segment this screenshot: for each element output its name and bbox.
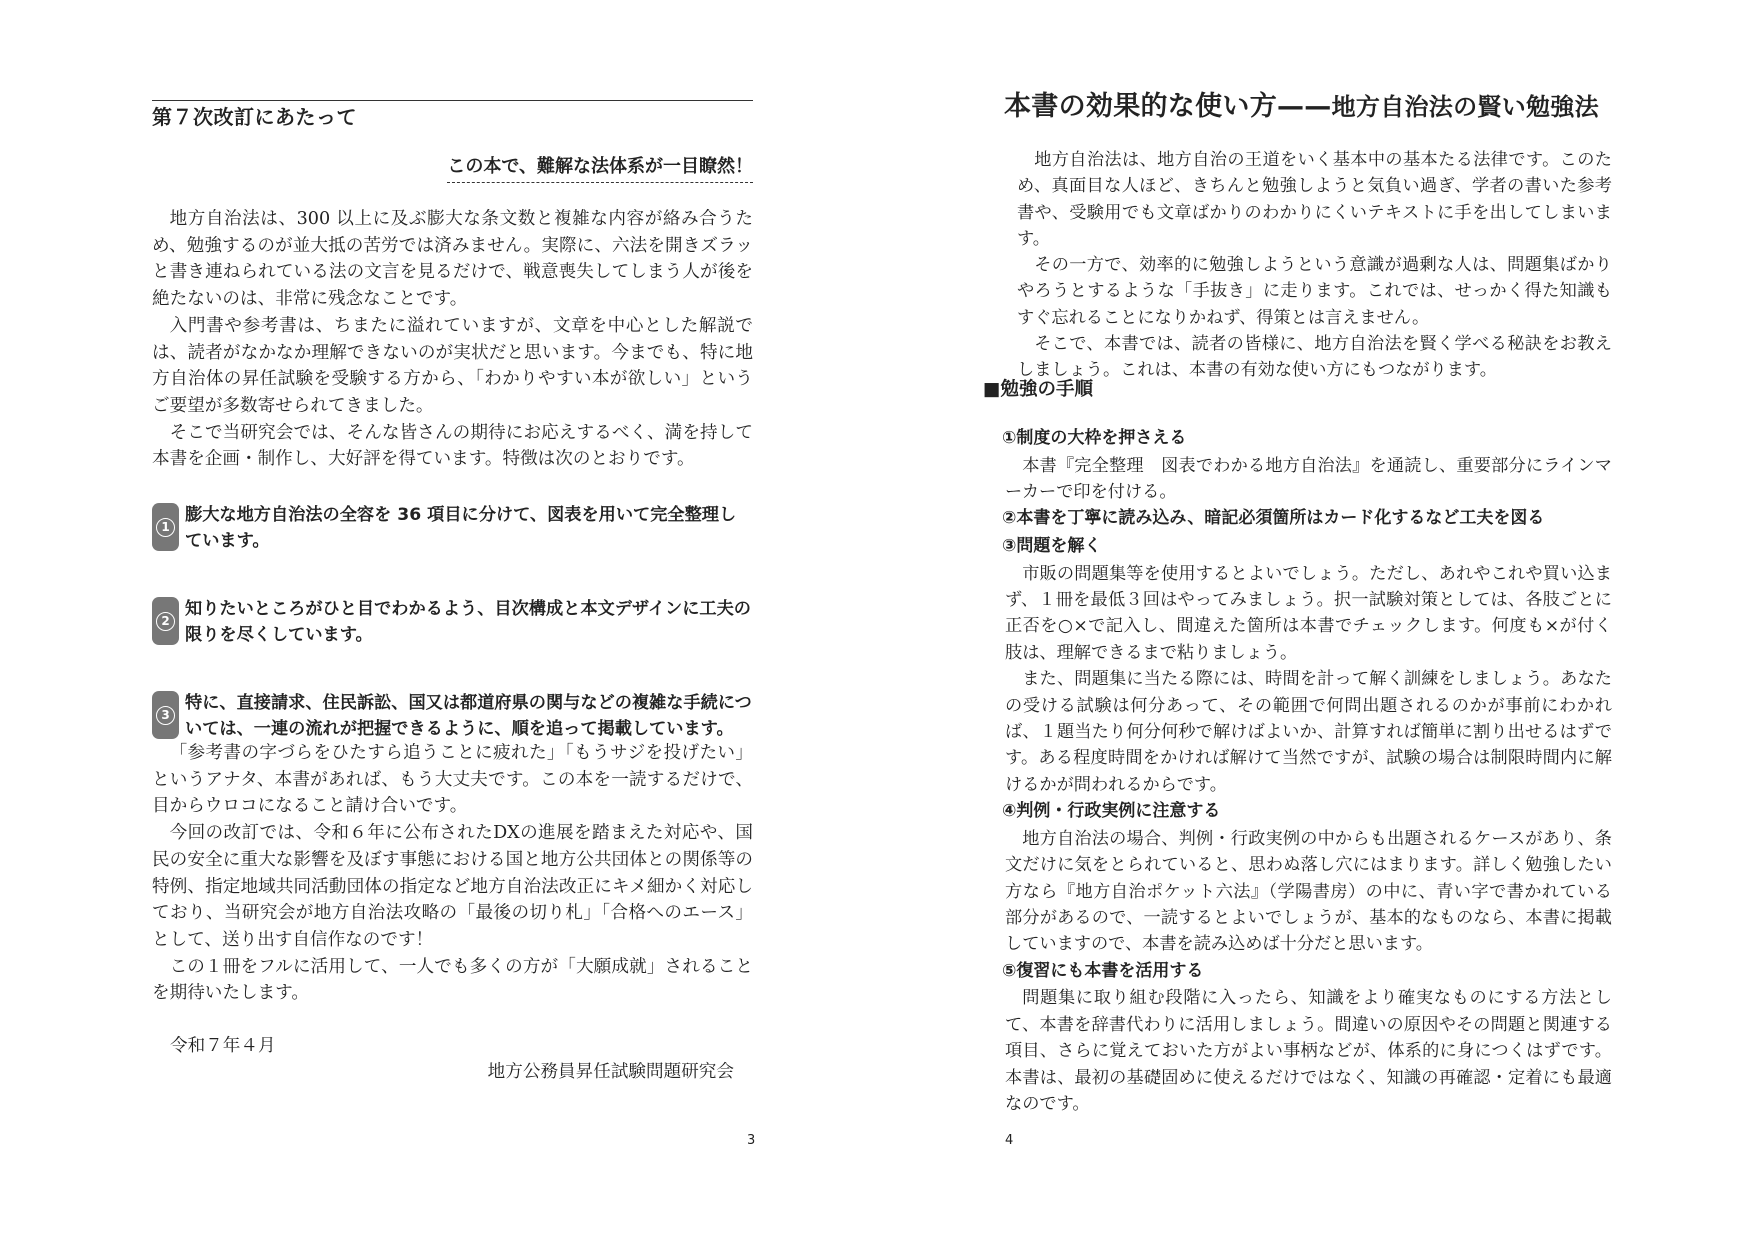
right-page-title [1004,84,1599,123]
step-heading: ②本書を丁寧に読み込み、暗記必須箇所はカード化するなど工夫を図る [1002,508,1545,529]
intro-text [152,206,753,473]
paragraph: 地方自治法は、地方自治の王道をいく基本中の基本たる法律です。このため、真面目な人ほど、きちんと勉強しようと気負い過ぎ、学者の書いた参考書や、受験用でも文章ばかりのわかりにくいテキストに手を出してしまいます。 [1017,150,1612,249]
section-heading: ■勉強の手順 [983,379,1093,400]
step-heading: ④判例・行政実例に注意する [1002,801,1221,822]
paragraph: この１冊をフルに活用して、一人でも多くの方が「大願成就」されることを期待いたします。 [152,956,753,1004]
paragraph: 入門書や参考書は、ちまたに溢れていますが、文章を中心とした解説では、読者がなかなか理解できないのが実状だと思います。今までも、特に地方自治体の昇任試験を受験する方から、「わかりやすい本が欲しい」というご要望が多数寄せられてきました。 [152,315,753,416]
step-heading: ⑤復習にも本書を活用する [1002,960,1204,981]
paragraph: 今回の改訂では、令和６年に公布されたDXの進展を踏まえた対応や、国民の安全に重大な影響を及ぼす事態における国と地方公共団体との関係等の特例、指定地域共同活動団体の指定など地方自治法改正にキメ細かく対応しており、当研究会が地方自治法攻略の「最後の切り札」「合格へのエース」として、送り出す自信作なのです！ [152,823,753,950]
feature-item [152,502,753,554]
paragraph: 「参考書の字づらをひたすら追うことに疲れた」「もうサジを投げたい」というアナタ、本書があれば、もう大丈夫です。この本を一読するだけで、目からウロコになること請け合いです。 [152,743,753,817]
step-heading: ③問題を解く [1002,536,1102,556]
number-badge: 1 [152,503,179,551]
catch-phrase: この本で、難解な法体系が一目瞭然！ [447,152,753,183]
left-page [0,0,877,1240]
step-paragraph: 市販の問題集等を使用するとよいでしょう。ただし、あれやこれや買い込まず、１冊を最低３回はやってみましょう。択一試験対策としては、各肢ごとに正否を○×で記入し、間違えた箇所は本書でチェックします。何度も×が付く肢は、理解できるまで粘りましょう。 [1005,563,1612,663]
date: 令和７年４月 [170,1036,276,1056]
number-badge: 2 [152,597,179,645]
right-page [877,0,1755,1240]
step-paragraph: 本書『完全整理 図表でわかる地方自治法』を通読し、重要部分にラインマーカーで印を付ける。 [1005,455,1612,502]
feature-item [152,690,753,742]
title-dash: —— [1277,91,1332,122]
step-paragraph: 地方自治法の場合、判例・行政実例の中からも出題されるケースがあり、条文だけに気をとられていると、思わぬ落し穴にはまります。詳しく勉強したい方なら『地方自治ポケット六法』（学陽書房）の中に、青い字で書かれている部分があるので、一読するとよいでしょうが、基本的なものなら、本書に掲載していますので、本書を読み込めば十分だと思います。 [1005,828,1612,955]
paragraph: そこで、本書では、読者の皆様に、地方自治法を賢く学べる秘訣をお教えしましょう。これは、本書の有効な使い方にもつながります。 [1017,334,1612,381]
intro-text [1017,147,1612,384]
step-paragraph: 問題集に取り組む段階に入ったら、知識をより確実なものにする方法として、本書を辞書代わりに活用しましょう。間違いの原因やその問題と関連する項目、さらに覚えておいた方がよい事柄などが、体系的に身につくはずです。本書は、最初の基礎固めに使えるだけではなく、知識の再確認・定着にも最適なのです。 [1005,988,1612,1115]
feature-text: 知りたいところがひと目でわかるよう、目次構成と本文デザインに工夫の限りを尽くしています。 [185,599,751,645]
feature-text: 膨大な地方自治法の全容を 36 項目に分けて、図表を用いて完全整理しています。 [185,505,737,551]
page-number: 4 [1005,1133,1014,1148]
page-number: 3 [747,1133,756,1148]
feature-text: 特に、直接請求、住民訴訟、国又は都道府県の関与などの複雑な手続については、一連の流れが把握できるように、順を追って掲載しています。 [185,693,752,739]
closing-text [152,740,753,1007]
title-subtitle: 地方自治法の賢い勉強法 [1331,93,1599,121]
study-steps [1002,425,1612,1118]
paragraph: 地方自治法は、300 以上に及ぶ膨大な条文数と複雑な内容が絡み合うため、勉強するのが並大抵の苦労では済みません。実際に、六法を開きズラッと書き連ねられている法の文言を見るだけで、戦意喪失してしまう人が後を絶たないのは、非常に残念なことです。 [152,209,753,310]
step-paragraph: また、問題集に当たる際には、時間を計って解く訓練をしましょう。あなたの受ける試験は何分あって、その範囲で何問出題されるのかが事前にわかれば、１題当たり何分何秒で解けばよいか、計算すれば簡単に割り出せるはずです。ある程度時間をかければ解けて当然ですが、試験の場合は制限時間内に解けるかが問われるからです。 [1005,669,1612,795]
left-page-title: 第７次改訂にあたって [152,105,357,129]
step-heading: ①制度の大枠を押さえる [1002,428,1187,448]
paragraph: そこで当研究会では、そんな皆さんの期待にお応えするべく、満を持して本書を企画・制作し、大好評を得ています。特徴は次のとおりです。 [152,422,753,470]
number-badge: 3 [152,691,179,739]
title-main: 本書の効果的な使い方 [1004,91,1277,122]
feature-item [152,596,753,648]
author-org: 地方公務員昇任試験問題研究会 [487,1062,734,1082]
paragraph: その一方で、効率的に勉強しようという意識が過剰な人は、問題集ばかりやろうとするような「手抜き」に走ります。これでは、せっかく得た知識もすぐ忘れることになりかねず、得策とは言えません。 [1017,255,1612,328]
